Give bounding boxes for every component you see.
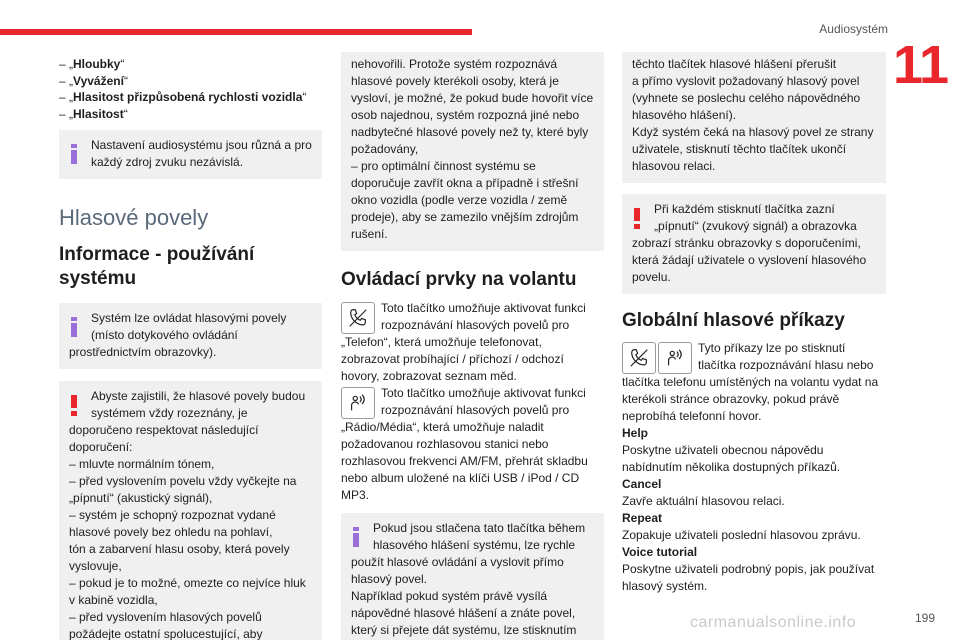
- warning-box-continued: nehovořili. Protože systém rozpoznává hlasové povely kterékoli osoby, která je vysloví, je možné, že pokud bude hovořit více osob najednou, systém rozpozná jiné nebo nadbytečné hlasové povely než ty, které byly požadovány, – pro optimální činnost systému se doporučuje zavřít okna a případně i střešní okno vozidla (podle verze vozidla / země prodeje), aby se zamezilo vnějším zdrojům rušení.: [341, 52, 604, 251]
- voice-recognition-icon: [658, 342, 692, 374]
- command-repeat: Repeat Zopakuje uživateli poslední hlasovou zprávu.: [622, 511, 861, 542]
- warning-box: Abyste zajistili, že hlasové povely budou systémem vždy rozeznány, je doporučeno respektovat následující doporučení: – mluvte normálním tónem, – před vyslovením povelu vždy vyčkejte na „pípnutí“ (akustický signál), – systém je schopný rozpoznat vydané hlasové povely bez ohledu na pohlaví, tón a zabarvení hlasu osoby, která povely vyslovuje, – pokud je to možné, omezte co nejvíce hluk v kabině vozidla, – před vyslovením hlasových povelů požádejte ostatní spolucestující, aby: [59, 381, 322, 640]
- warning-icon: [634, 208, 640, 228]
- column-1: [59, 56, 322, 640]
- column-3: [622, 52, 886, 595]
- list-item: – „Hloubky“: [59, 57, 125, 71]
- top-accent-bar: [0, 29, 472, 35]
- section-title: Audiosystém: [819, 22, 888, 36]
- command-voice-tutorial: Voice tutorial Poskytne uživateli podrobný popis, jak používat hlasový systém.: [622, 545, 875, 593]
- settings-list: [59, 56, 322, 122]
- list-item: – „Hlasitost přizpůsobená rychlosti vozidla“: [59, 90, 307, 104]
- watermark: carmanualsonline.info: [690, 614, 857, 631]
- info-box: Nastavení audiosystému jsou různá a pro každý zdroj zvuku nezávislá.: [59, 130, 322, 179]
- info-icon: [70, 317, 78, 337]
- page-number: 199: [914, 611, 935, 625]
- command-help: Help Poskytne uživateli obecnou nápovědu nabídnutím několika dostupných příkazů.: [622, 426, 841, 474]
- column-2: [341, 52, 604, 640]
- info-box: Systém lze ovládat hlasovými povely (místo dotykového ovládání prostřednictvím obrazovky).: [59, 303, 322, 369]
- heading-voice-commands: Hlasové povely: [59, 205, 209, 230]
- global-commands-intro: Tyto příkazy lze po stisknutí tlačítka rozpoznávání hlasu nebo tlačítka telefonu umístěných na volantu vydat na kterékoli stránce obrazovky, pokud právě neprobíhá telefonní hovor.: [622, 341, 879, 423]
- voice-recognition-icon: [341, 387, 375, 419]
- info-icon: [352, 527, 360, 547]
- phone-button-icon: [622, 342, 656, 374]
- heading-system-info: Informace - používání systému: [59, 244, 255, 289]
- list-item: – „Vyvážení“: [59, 73, 128, 88]
- info-box: Pokud jsou stlačena tato tlačítka během hlasového hlášení systému, lze rychle použít hlasové ovládání a vyslovit přímo hlasový povel. Například pokud systém právě vysílá nápovědné hlasové hlášení a znáte povel, který si přejete dát systému, lze stisknutím: [341, 513, 604, 640]
- heading-global-commands: Globální hlasové příkazy: [622, 310, 845, 331]
- phone-button-description: Toto tlačítko umožňuje aktivovat funkci rozpoznávání hlasových povelů pro „Telefon“, která umožňuje telefonovat, zobrazovat probíhající / příchozí / odchozí hovory, zobrazovat seznam měd.: [341, 301, 586, 383]
- info-icon: [70, 144, 78, 164]
- command-cancel: Cancel Zavře aktuální hlasovou relaci.: [622, 477, 785, 508]
- list-item: – „Hlasitost“: [59, 106, 128, 121]
- voice-button-description: Toto tlačítko umožňuje aktivovat funkci rozpoznávání hlasových povelů pro „Rádio/Média“, která umožňuje naladit požadovanou rozhlasovou stanici nebo rozhlasovou frekvenci AM/FM, přehrát skladbu nebo album uložené na klíči USB / iPod / CD MP3.: [341, 386, 588, 502]
- warning-icon: [71, 395, 77, 415]
- phone-button-icon: [341, 302, 375, 334]
- info-box-continued: těchto tlačítek hlasové hlášení přerušit a přímo vyslovit požadovaný hlasový povel (vyhnete se poslechu celého nápovědného hlasového hlášení). Když systém čeká na hlasový povel ze strany uživatele, stisknutí těchto tlačítek ukončí hlasovou relaci.: [622, 52, 886, 183]
- heading-steering-controls: Ovládací prvky na volantu: [341, 269, 577, 290]
- warning-box: Při každém stisknutí tlačítka zazní „pípnutí“ (zvukový signál) a obrazovka zobrazí stránku obrazovky s doporučeními, která žádají uživatele o vyslovení hlasového povelu.: [622, 194, 886, 294]
- chapter-number: 11: [893, 35, 949, 95]
